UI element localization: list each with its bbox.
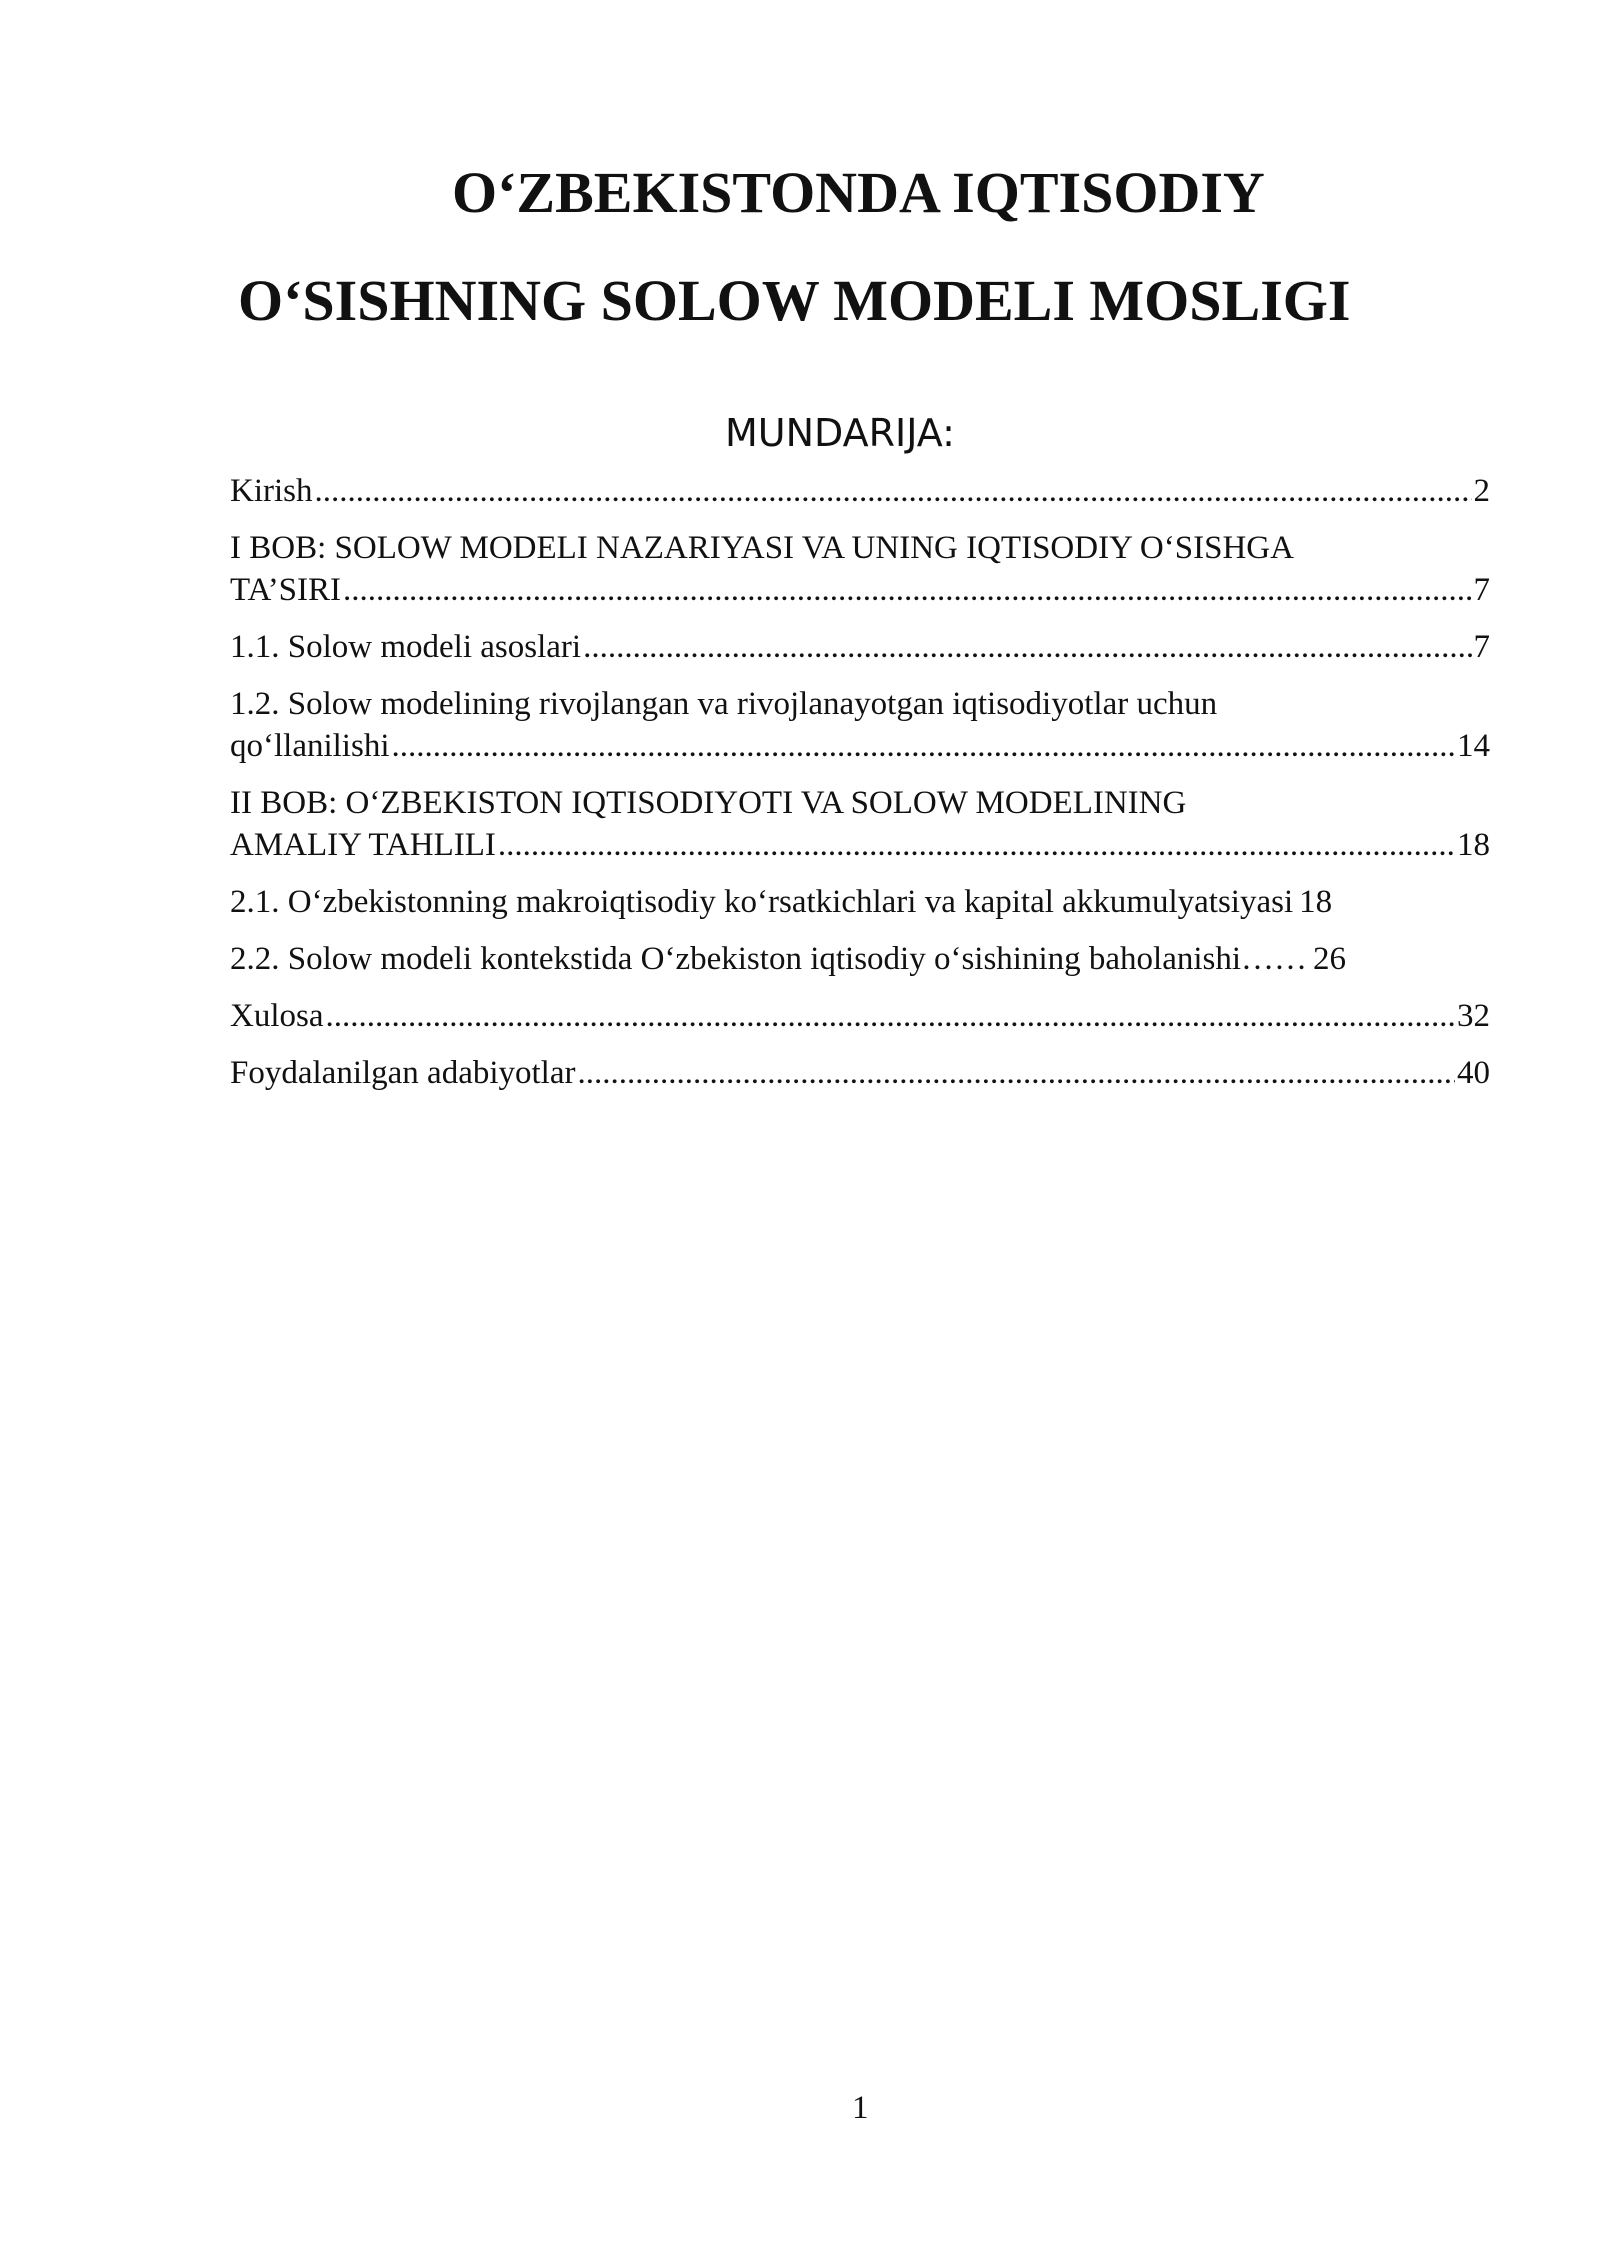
toc-entry-xulosa[interactable] — [230, 995, 1490, 1037]
toc-dot-leader — [343, 569, 1471, 611]
toc-entry-label-line: 1.2. Solow modelining rivojlangan va rivojlanayotgan iqtisodiyotlar uchun — [230, 686, 1218, 722]
table-of-contents — [230, 470, 1490, 1109]
toc-page-number: 32 — [1457, 998, 1490, 1034]
toc-entry-label: Kirish — [230, 473, 313, 509]
toc-page-number: 7 — [1473, 572, 1490, 608]
toc-entry-label: qo‘llanilishi — [230, 728, 390, 764]
toc-page-number: 26 — [1313, 941, 1347, 977]
toc-entry-section-2-2[interactable] — [230, 938, 1490, 980]
toc-dot-leader — [315, 470, 1472, 512]
toc-entry-chapter-2[interactable] — [230, 782, 1490, 866]
toc-page-number: 18 — [1457, 827, 1490, 863]
document-title-line-1: O‘ZBEKISTONDA IQTISODIY — [452, 160, 1265, 225]
toc-dot-leader — [326, 995, 1456, 1037]
toc-entry-section-1-1[interactable] — [230, 626, 1490, 668]
toc-page-number: 7 — [1473, 629, 1490, 665]
toc-page-number: 18 — [1299, 884, 1333, 920]
toc-entry-kirish[interactable] — [230, 470, 1490, 512]
toc-entry-chapter-1[interactable] — [230, 527, 1490, 611]
toc-page-number: 14 — [1457, 728, 1490, 764]
toc-entry-label-line: I BOB: SOLOW MODELI NAZARIYASI VA UNING IQTISODIY O‘SISHGA — [230, 530, 1294, 566]
toc-entry-section-2-1[interactable] — [230, 881, 1490, 923]
toc-dot-leader — [583, 626, 1471, 668]
toc-entry-section-1-2[interactable] — [230, 683, 1490, 767]
toc-page-number: 2 — [1473, 473, 1490, 509]
toc-entry-label: TA’SIRI — [230, 572, 342, 608]
toc-dot-leader — [578, 1052, 1456, 1094]
toc-entry-label-line: II BOB: O‘ZBEKISTON IQTISODIYOTI VA SOLOW MODELINING — [230, 785, 1187, 821]
toc-entry-references[interactable] — [230, 1052, 1490, 1094]
toc-dot-leader — [498, 824, 1455, 866]
toc-dot-leader — [392, 725, 1456, 767]
toc-entry-label: Foydalanilgan adabiyotlar — [230, 1055, 576, 1091]
toc-entry-label: AMALIY TAHLILI — [230, 827, 496, 863]
toc-entry-label: 2.2. Solow modeli kontekstida O‘zbekiston iqtisodiy o‘sishining baholanishi…… — [230, 941, 1308, 977]
toc-entry-label: 2.1. O‘zbekistonning makroiqtisodiy ko‘rsatkichlari va kapital akkumulyatsiyasi — [230, 884, 1294, 920]
page-number: 1 — [852, 2090, 869, 2126]
document-title-line-2: O‘SISHNING SOLOW MODELI MOSLIGI — [238, 268, 1351, 333]
toc-entry-label: 1.1. Solow modeli asoslari — [230, 629, 582, 665]
toc-heading: MUNDARIJA: — [725, 411, 955, 455]
toc-entry-label: Xulosa — [230, 998, 324, 1034]
toc-page-number: 40 — [1457, 1055, 1490, 1091]
